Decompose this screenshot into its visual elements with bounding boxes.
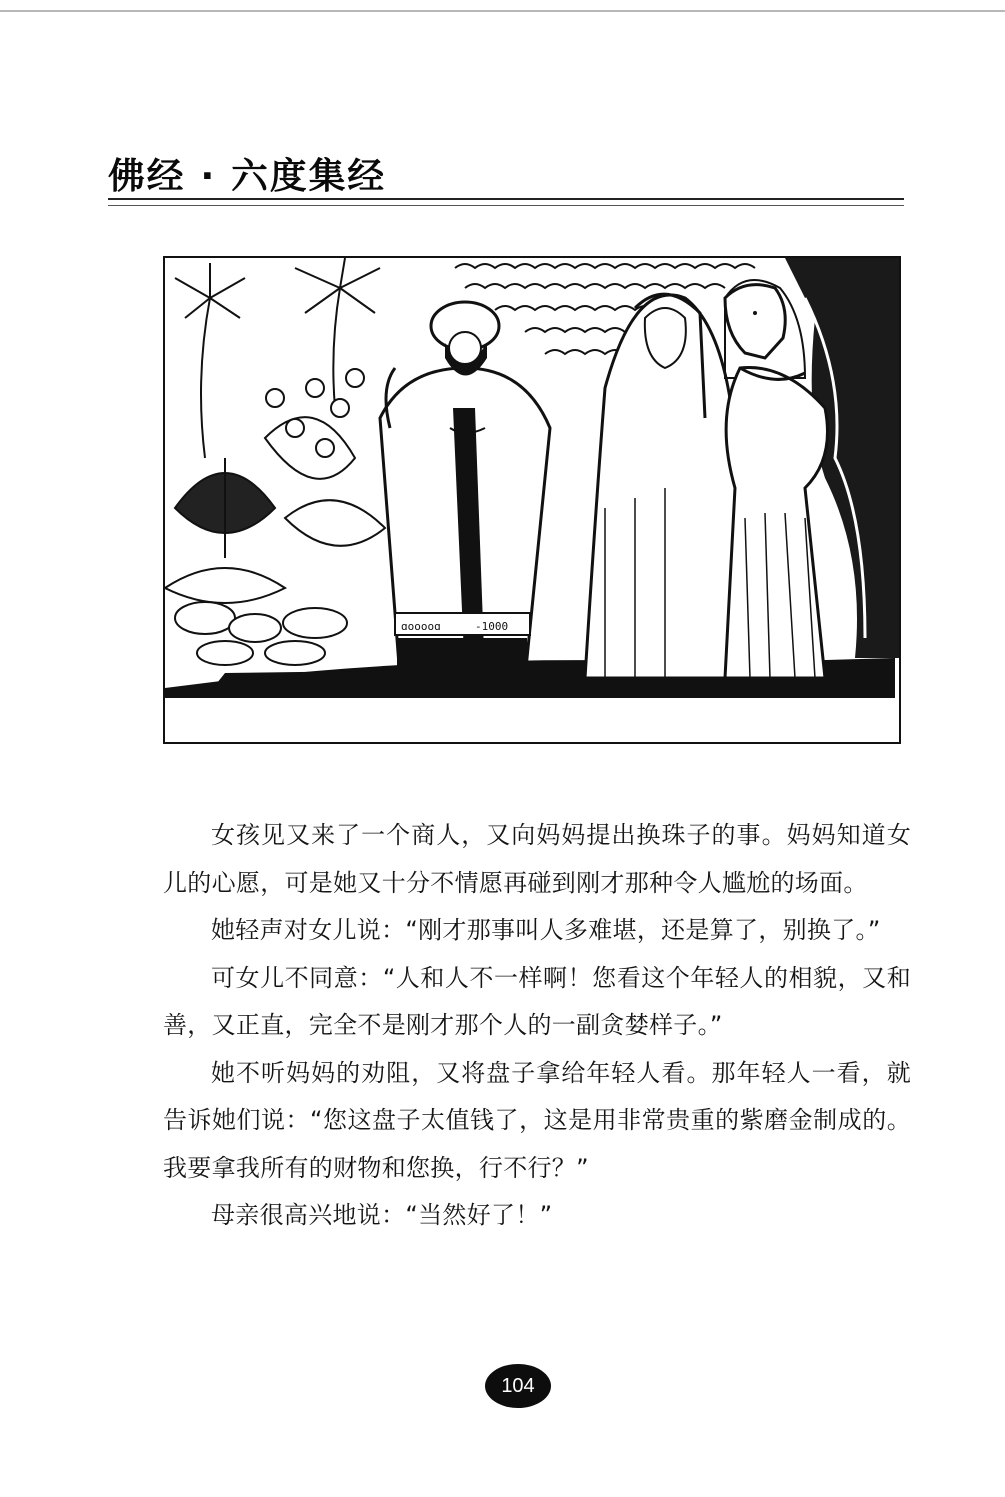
running-header-title: 佛经 · 六度集经 (108, 156, 387, 197)
merchant-figure (380, 302, 550, 678)
paragraph: 女孩见又来了一个商人，又向妈妈提出换珠子的事。妈妈知道女儿的心愿，可是她又十分不情愿再碰到刚才那种令人尴尬的场面。 (163, 821, 911, 897)
robe-pattern-left: ɑooooɑ (401, 620, 441, 633)
paragraph: 她轻声对女儿说：“刚才那事叫人多难堪，还是算了，别换了。” (211, 916, 881, 944)
illustration-drawing (165, 258, 899, 742)
flower-cluster (266, 369, 364, 457)
young-woman-figure (725, 280, 828, 678)
story-illustration (163, 256, 901, 744)
page-number: 104 (501, 1374, 535, 1397)
scan-edge-line (0, 10, 1005, 12)
body-text (163, 812, 911, 1240)
paragraph: 她不听妈妈的劝阻，又将盘子拿给年轻人看。那年轻人一看，就告诉她们说：“您这盘子太值钱了，这是用非常贵重的紫磨金制成的。我要拿我所有的财物和您换，行不行？” (163, 1058, 911, 1182)
paragraph: 可女儿不同意：“人和人不一样啊！您看这个年轻人的相貌，又和善，又正直，完全不是刚才那个人的一副贪婪样子。” (163, 963, 911, 1039)
palm-plants (165, 258, 385, 603)
page-number-badge (485, 1364, 551, 1408)
rocks (175, 602, 347, 665)
header-rule-thin (108, 205, 904, 206)
paragraph: 母亲很高兴地说：“当然好了！” (211, 1201, 553, 1229)
robe-pattern-right: -1000 (475, 620, 509, 633)
header-rule-thick (108, 198, 904, 200)
